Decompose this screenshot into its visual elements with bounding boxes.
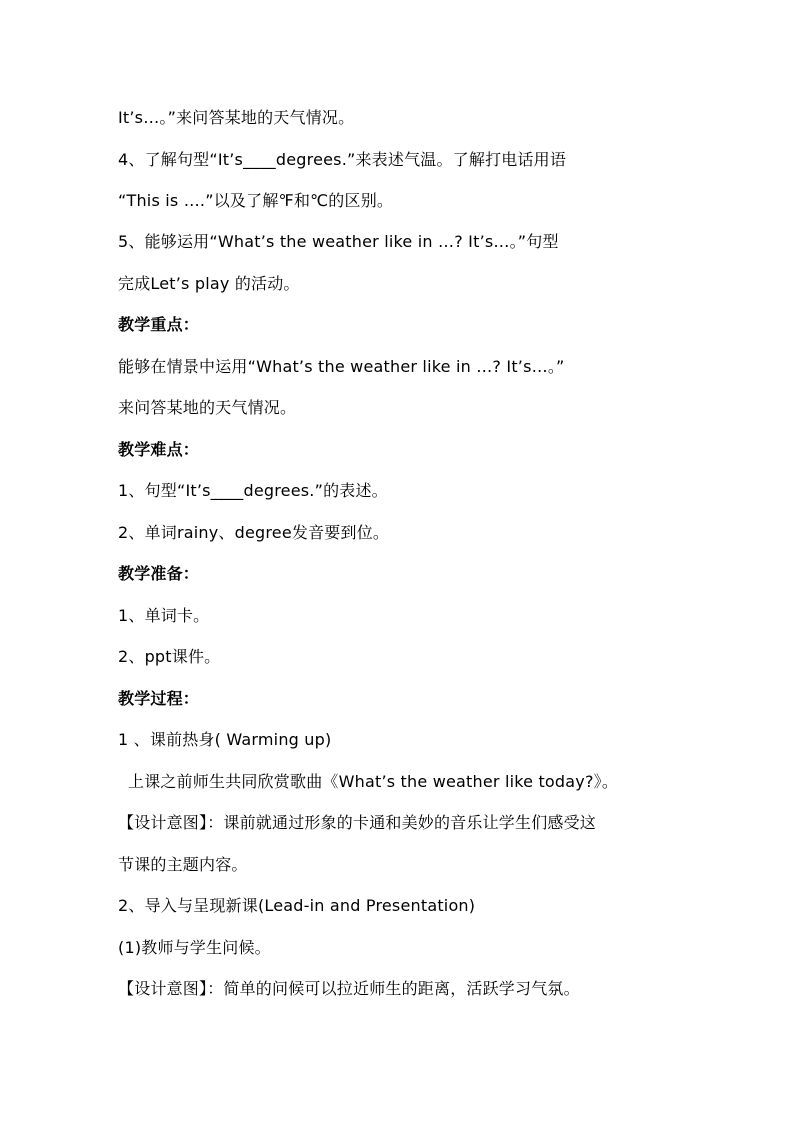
text-line: 节课的主题内容。 [118,855,248,874]
text-line: 2、ppt课件。 [118,647,221,666]
text-line: 1、单词卡。 [118,606,210,625]
text-line: 上课之前师生共同欣赏歌曲《What’s the weather like today?》。 [128,772,619,791]
text-line: 来问答某地的天气情况。 [118,398,297,417]
text-line: 5、能够运用“What’s the weather like in …? It’s…。”句型 [118,232,559,251]
section-heading-difficulties: 教学难点： [118,440,200,459]
section-heading-process: 教学过程： [118,689,200,708]
text-line: 4、了解句型“It’s____degrees.”来表述气温。了解打电话用语 [118,150,567,169]
text-line: 2、导入与呈现新课(Lead-in and Presentation) [118,896,476,915]
text-line: 1 、课前热身( Warming up) [118,730,332,749]
text-line: (1)教师与学生问候。 [118,938,271,957]
text-line: 能够在情景中运用“What’s the weather like in …? It’s…。” [118,357,565,376]
text-line: 【设计意图】：课前就通过形象的卡通和美妙的音乐让学生们感受这 [118,813,597,832]
text-line: 完成Let’s play 的活动。 [118,274,300,293]
text-line: 【设计意图】：简单的问候可以拉近师生的距离，活跃学习气氛。 [118,979,580,998]
section-heading-key-points: 教学重点： [118,315,200,334]
text-line: 2、单词rainy、degree发音要到位。 [118,523,390,542]
text-line: It’s…。”来问答某地的天气情况。 [118,108,355,127]
text-line: “This is ….”以及了解℉和℃的区别。 [118,191,394,210]
section-heading-preparation: 教学准备： [118,564,200,583]
text-line: 1、句型“It’s____degrees.”的表述。 [118,481,388,500]
